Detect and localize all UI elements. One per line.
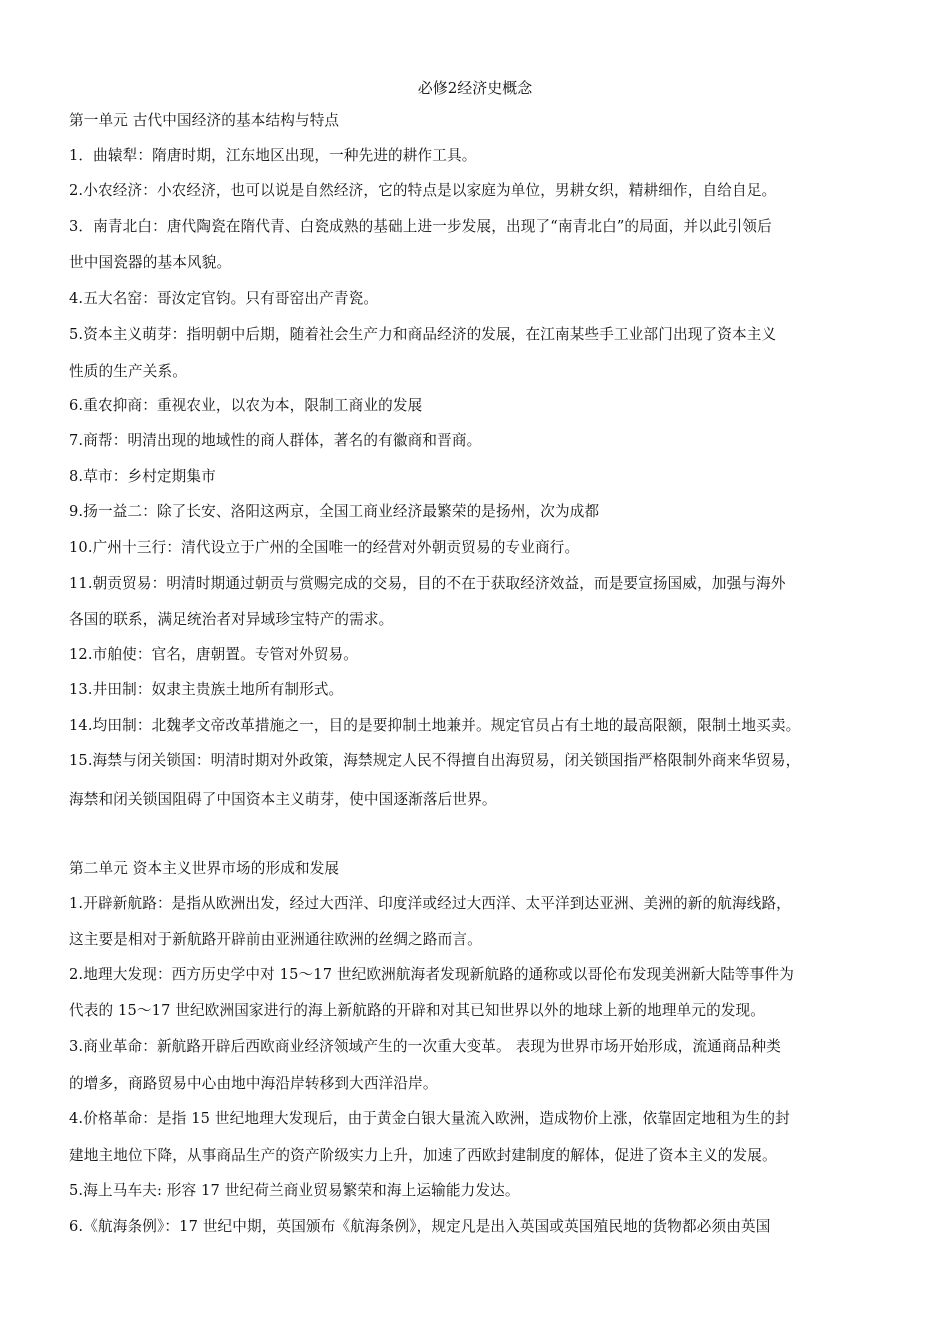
unit1-line: 各国的联系，满足统治者对异域珍宝特产的需求。 xyxy=(69,611,394,628)
unit1-line: 世中国瓷器的基本风貌。 xyxy=(69,254,232,271)
unit2-line: 的增多，商路贸易中心由地中海沿岸转移到大西洋沿岸。 xyxy=(69,1075,438,1092)
unit1-heading: 第一单元 古代中国经济的基本结构与特点 xyxy=(69,112,340,129)
unit2-line: 代表的 15～17 世纪欧洲国家进行的海上新航路的开辟和对其已知世界以外的地球上新的地理单元的发现。 xyxy=(69,1002,766,1019)
unit2-line: 这主要是相对于新航路开辟前由亚洲通往欧洲的丝绸之路而言。 xyxy=(69,931,482,948)
unit1-line: 6.重农抑商：重视农业，以农为本，限制工商业的发展 xyxy=(69,397,423,414)
unit1-line: 3．南青北白：唐代陶瓷在隋代青、白瓷成熟的基础上进一步发展，出现了“南青北白”的局面，并以此引领后 xyxy=(69,218,772,235)
unit1-line: 性质的生产关系。 xyxy=(69,363,187,380)
unit2-heading: 第二单元 资本主义世界市场的形成和发展 xyxy=(69,860,340,877)
unit1-line: 9.扬一益二：除了长安、洛阳这两京，全国工商业经济最繁荣的是扬州，次为成都 xyxy=(69,503,600,520)
unit2-line: 建地主地位下降，从事商品生产的资产阶级实力上升，加速了西欧封建制度的解体，促进了资本主义的发展。 xyxy=(69,1147,777,1164)
unit1-line: 12.市舶使：官名，唐朝置。专管对外贸易。 xyxy=(69,646,359,663)
unit1-line: 10.广州十三行：清代设立于广州的全国唯一的经营对外朝贡贸易的专业商行。 xyxy=(69,539,580,556)
unit1-line: 海禁和闭关锁国阻碍了中国资本主义萌芽，使中国逐渐落后世界。 xyxy=(69,791,497,808)
unit1-line: 7.商帮：明清出现的地域性的商人群体，著名的有徽商和晋商。 xyxy=(69,432,482,449)
unit2-line: 6.《航海条例》：17 世纪中期，英国颁布《航海条例》，规定凡是出入英国或英国殖民地的货物都必须由英国 xyxy=(69,1218,771,1235)
unit2-line: 5.海上马车夫: 形容 17 世纪荷兰商业贸易繁荣和海上运输能力发达。 xyxy=(69,1182,520,1199)
unit1-line: 5.资本主义萌芽：指明朝中后期，随着社会生产力和商品经济的发展，在江南某些手工业部门出现了资本主义 xyxy=(69,326,777,343)
unit1-line: 4.五大名窑：哥汝定官钧。只有哥窑出产青瓷。 xyxy=(69,290,379,307)
unit1-line: 15.海禁与闭关锁国：明清时期对外政策，海禁规定人民不得擅自出海贸易，闭关锁国指严格限制外商来华贸易， xyxy=(69,752,801,769)
unit1-line: 2.小农经济：小农经济，也可以说是自然经济，它的特点是以家庭为单位，男耕女织，精耕细作，自给自足。 xyxy=(69,182,777,199)
unit2-line: 1.开辟新航路：是指从欧洲出发，经过大西洋、印度洋或经过大西洋、太平洋到达亚洲、美洲的新的航海线路， xyxy=(69,895,791,912)
page-title: 必修2经济史概念 xyxy=(417,79,533,97)
unit2-line: 2.地理大发现：西方历史学中对 15～17 世纪欧洲航海者发现新航路的通称或以哥伦布发现美洲新大陆等事件为 xyxy=(69,966,795,983)
unit1-line: 11.朝贡贸易：明清时期通过朝贡与赏赐完成的交易，目的不在于获取经济效益，而是要宣扬国威，加强与海外 xyxy=(69,575,786,592)
unit2-line: 4.价格革命：是指 15 世纪地理大发现后，由于黄金白银大量流入欧洲，造成物价上涨，依靠固定地租为生的封 xyxy=(69,1110,790,1127)
unit1-line: 14.均田制：北魏孝文帝改革措施之一，目的是要抑制土地兼并。规定官员占有土地的最高限额，限制土地买卖。 xyxy=(69,717,801,734)
unit1-line: 13.井田制：奴隶主贵族土地所有制形式。 xyxy=(69,681,344,698)
unit1-line: 8.草市：乡村定期集市 xyxy=(69,468,216,485)
unit2-line: 3.商业革命：新航路开辟后西欧商业经济领域产生的一次重大变革。 表现为世界市场开始形成，流通商品种类 xyxy=(69,1038,781,1055)
unit1-line: 1．曲辕犁：隋唐时期，江东地区出现，一种先进的耕作工具。 xyxy=(69,147,477,164)
